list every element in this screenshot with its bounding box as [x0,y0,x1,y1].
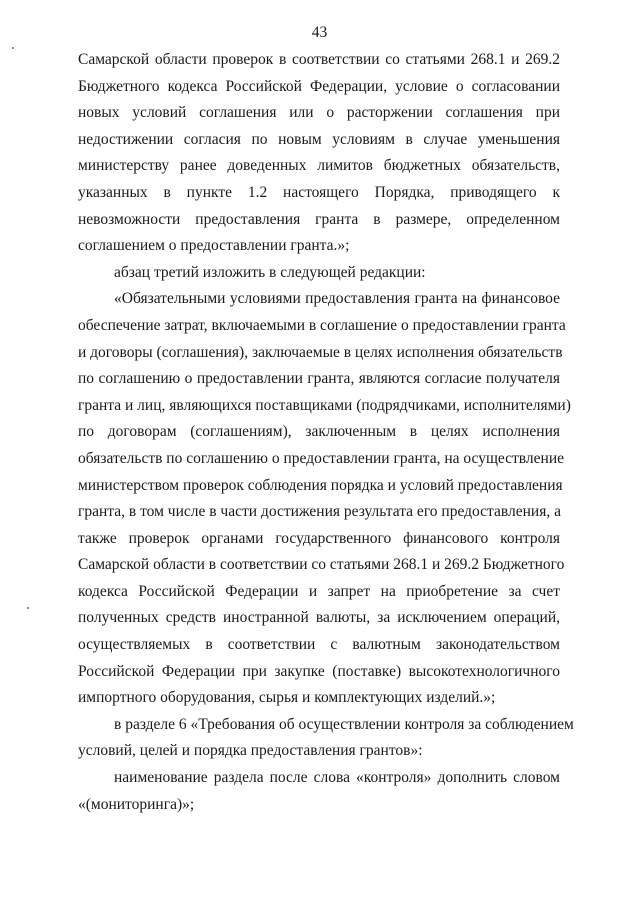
text-line: гранта, в том числе в части достижения результата его предоставления, а [78,503,561,521]
text-line: министерству ранее доведенных лимитов бюджетных обязательств, [78,157,560,175]
paragraph-section-name [78,765,560,818]
text-line: импортного оборудования, сырья и комплектующих изделий.»; [78,689,496,707]
text-line: также проверок органами государственного финансового контроля [78,529,560,547]
text-line: Бюджетного кодекса Российской Федерации, условие о согласовании [78,77,560,95]
page-number: 43 [311,24,328,41]
text-line: обязательств по соглашению о предоставлении гранта, на осуществление [78,449,564,467]
text-line: «Обязательными условиями предоставления гранта на финансовое [114,290,560,308]
paragraph-quoted-text [78,286,571,712]
text-line: наименование раздела после слова «контроля» дополнить словом [114,769,560,787]
text-line: условий, целей и порядка предоставления грантов»: [78,742,423,760]
text-line: абзац третий изложить в следующей редакции: [114,263,426,281]
scan-speck [12,47,14,49]
text-line: «(мониторинга)»; [78,795,195,813]
text-line: министерством проверок соблюдения порядка и условий предоставления [78,476,563,494]
text-line: гранта и лиц, являющихся поставщиками (подрядчиками, исполнителями) [78,396,571,414]
text-line: новых условий соглашения или о расторжении соглашения при [78,104,560,122]
text-line: по договорам (соглашениям), заключенным в целях исполнения [78,423,560,441]
text-line: обеспечение затрат, включаемыми в соглашение о предоставлении гранта [78,316,566,334]
text-line: кодекса Российской Федерации и запрет на приобретение за счет [78,582,560,600]
text-line: Российской Федерации при закупке (поставке) высокотехнологичного [78,662,560,680]
text-line: невозможности предоставления гранта в размере, определенном [78,210,560,228]
text-line: Самарской области проверок в соответствии со статьями 268.1 и 269.2 [78,51,560,68]
text-line: соглашением о предоставлении гранта.»; [78,237,350,255]
scan-speck [27,607,29,609]
paragraph-continuation [78,47,560,260]
text-line: по соглашению о предоставлении гранта, являются согласие получателя [78,370,560,388]
text-line: недостижении согласия по новым условиям в случае уменьшения [78,130,560,148]
text-line: указанных в пункте 1.2 настоящего Порядка, приводящего к [78,183,560,201]
text-line: осуществляемых в соответствии с валютным законодательством [78,636,560,654]
document-body [78,47,574,818]
text-line: и договоры (соглашения), заключаемые в целях исполнения обязательств [78,343,563,361]
text-line: полученных средств иностранной валюты, за исключением операций, [78,609,560,627]
paragraph-instruction [78,260,560,287]
paragraph-section-6 [78,712,574,765]
text-line: в разделе 6 «Требования об осуществлении контроля за соблюдением [114,715,574,733]
text-line: Самарской области в соответствии со статьями 268.1 и 269.2 Бюджетного [78,556,565,574]
